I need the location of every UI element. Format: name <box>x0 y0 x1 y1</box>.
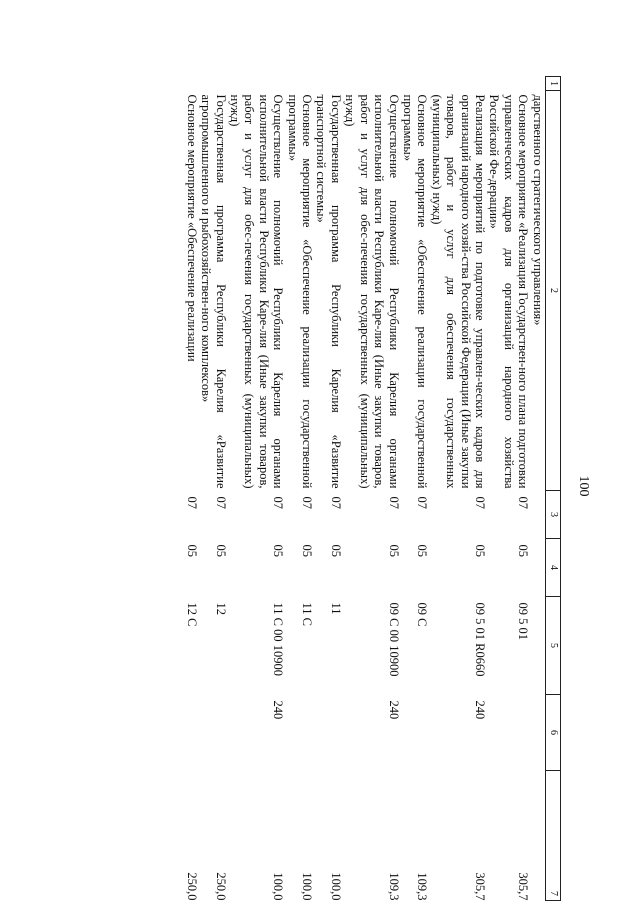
subsection-code-cell: 05 <box>271 544 286 557</box>
row-number-cell <box>401 77 430 91</box>
table-row <box>429 77 487 901</box>
row-number-cell <box>184 77 198 91</box>
target-article-cell: 11 <box>328 602 343 615</box>
subsection-code-cell: 05 <box>472 544 487 557</box>
target-article-cell: 11 С <box>300 602 315 626</box>
target-article-cell: 12 <box>213 602 228 615</box>
section-code-cell: 07 <box>472 496 487 509</box>
section-code-cell <box>530 491 545 539</box>
column-header-2: 2 <box>545 91 560 491</box>
subsection-code-cell: 05 <box>213 544 228 557</box>
section-code-cell: 07 <box>386 496 401 509</box>
expense-type-cell: 240 <box>472 700 487 720</box>
table-body <box>184 77 545 901</box>
amount-cell: 109,3 <box>386 872 401 901</box>
row-name-cell: Осуществление полномочий Республики Карелия органами исполнительной власти Республики Каре-лия (Иные закупки товаров, работ и услуг для обес-печения государственных (муниципальных) нужд) <box>343 94 401 489</box>
section-code-cell: 07 <box>184 496 199 509</box>
budget-table <box>184 76 561 901</box>
row-name-cell: Основное мероприятие «Обеспечение реализации <box>184 94 199 362</box>
row-number-cell <box>314 77 343 91</box>
amount-cell: 305,7 <box>516 872 531 901</box>
row-name-cell: Основное мероприятие «Обеспечение реализации государственной программы» <box>285 94 315 489</box>
subsection-code-cell: 05 <box>328 544 343 557</box>
table-row <box>401 77 430 901</box>
expense-type-cell <box>285 695 314 771</box>
section-code-cell: 07 <box>271 496 286 509</box>
row-name-cell: Государственная программа Республики Карелия «Развитие транспортной системы» <box>314 94 343 489</box>
row-name-cell: Основное мероприятие «Реализация Государствен-ного плана подготовки управленческих кадров для организаций народного хозяйства Российской Фе-дерации» <box>487 94 531 489</box>
target-article-cell: 09 С 00 10900 <box>386 602 401 677</box>
row-number-cell <box>429 77 487 91</box>
table-row <box>343 77 401 901</box>
subsection-code-cell: 05 <box>184 544 199 557</box>
row-name-cell: Осуществление полномочий Республики Карелия органами исполнительной власти Республики Каре-лия (Иные закупки товаров, работ и услуг для обес-печения государственных (муниципальных) нужд) <box>228 94 286 489</box>
amount-cell <box>530 771 545 901</box>
column-header-1: 1 <box>545 77 560 91</box>
target-article-cell <box>530 597 545 695</box>
section-code-cell: 07 <box>328 496 343 509</box>
section-code-cell: 07 <box>300 496 315 509</box>
target-article-cell: 09 5 01 <box>516 602 531 640</box>
subsection-code-cell: 05 <box>415 544 430 557</box>
column-header-6: 6 <box>545 695 560 771</box>
table-row <box>285 77 314 901</box>
row-name-cell: дарственного стратегического управления» <box>530 94 545 326</box>
table-row <box>530 77 545 901</box>
column-header-4: 4 <box>545 539 560 597</box>
row-number-cell <box>343 77 401 91</box>
row-number-cell <box>530 77 545 91</box>
amount-cell: 250,0 <box>213 872 228 901</box>
column-header-5: 5 <box>545 597 560 695</box>
subsection-code-cell: 05 <box>300 544 315 557</box>
amount-cell: 100,0 <box>271 872 286 901</box>
row-number-cell <box>228 77 286 91</box>
section-code-cell: 07 <box>415 496 430 509</box>
target-article-cell: 09 5 01 R0660 <box>472 602 487 677</box>
target-article-cell: 09 С <box>415 602 430 627</box>
target-article-cell: 12 С <box>184 602 199 627</box>
expense-type-cell <box>314 695 343 771</box>
subsection-code-cell <box>530 539 545 597</box>
column-header-7: 7 <box>545 771 560 901</box>
row-number-cell <box>285 77 314 91</box>
expense-type-cell: 240 <box>386 700 401 720</box>
table-row <box>199 77 228 901</box>
table-header <box>545 77 560 901</box>
amount-cell: 250,0 <box>184 872 199 901</box>
budget-table-rotated-region <box>66 76 561 900</box>
amount-cell: 100,0 <box>300 872 315 901</box>
expense-type-cell: 240 <box>271 700 286 720</box>
table-row <box>487 77 530 901</box>
section-code-cell: 07 <box>516 496 531 509</box>
row-name-cell: Реализация мероприятий по подготовке управлен-ческих кадров для организаций народного хозяй-ства Российской Федерации (Иные закупки товаров, работ и услуг для обеспечения государственных (муниципальных) нужд) <box>429 94 487 489</box>
row-name-cell: Основное мероприятие «Обеспечение реализации государственной программы» <box>400 94 430 489</box>
budget-table-frame <box>66 76 561 900</box>
amount-cell: 109,3 <box>415 872 430 901</box>
table-row <box>314 77 343 901</box>
subsection-code-cell: 05 <box>386 544 401 557</box>
expense-type-cell <box>199 695 228 771</box>
row-number-cell <box>487 77 530 91</box>
expense-type-cell <box>530 695 545 771</box>
subsection-code-cell: 05 <box>516 544 531 557</box>
amount-cell: 305,7 <box>472 872 487 901</box>
expense-type-cell <box>184 695 198 771</box>
section-code-cell: 07 <box>213 496 228 509</box>
expense-type-cell <box>487 695 530 771</box>
table-row <box>184 77 198 901</box>
table-row <box>228 77 286 901</box>
column-header-3: 3 <box>545 491 560 539</box>
row-name-cell: Государственная программа Республики Карелия «Развитие агропромышленного и рыбохозяйствен-ного комплексов» <box>199 94 228 489</box>
target-article-cell: 11 С 00 10900 <box>271 602 286 676</box>
page-number: 100 <box>576 475 591 497</box>
amount-cell: 100,0 <box>328 872 343 901</box>
expense-type-cell <box>401 695 430 771</box>
row-number-cell <box>199 77 228 91</box>
